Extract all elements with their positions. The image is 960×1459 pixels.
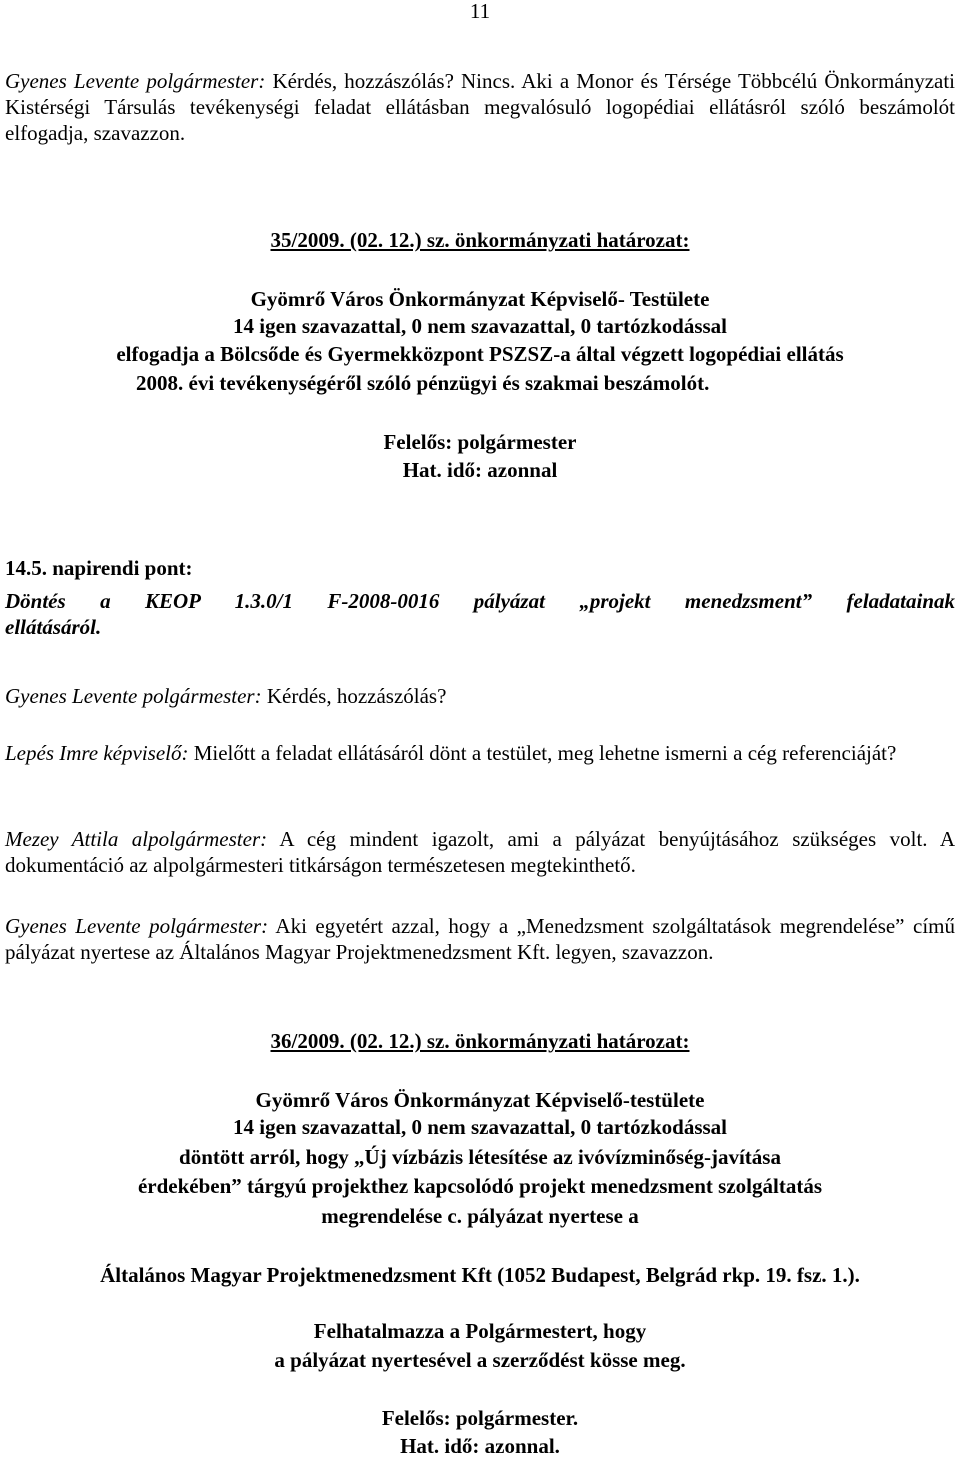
resolution-36-authorize-line-2: a pályázat nyertesével a szerződést kösse meg.	[274, 1348, 686, 1372]
agenda-subject-line-2: ellátásáról.	[5, 615, 102, 639]
resolution-35-decision-line-1: elfogadja a Bölcsőde és Gyermekközpont PSZSZ-a által végzett logopédiai ellátás	[116, 342, 844, 366]
paragraph-mayor-question-2	[5, 683, 955, 709]
speaker-name: Mezey Attila alpolgármester:	[5, 827, 268, 851]
resolution-35-body: Gyömrő Város Önkormányzat Képviselő- Testülete	[250, 287, 710, 311]
resolution-35-votes: 14 igen szavazattal, 0 nem szavazattal, 0 tartózkodással	[232, 314, 727, 338]
speaker-name: Gyenes Levente polgármester:	[5, 69, 266, 93]
paragraph-mayor-question-1	[5, 68, 955, 146]
resolution-36-responsible: Felelős: polgármester.	[381, 1406, 579, 1430]
resolution-35-responsible: Felelős: polgármester	[383, 430, 577, 454]
speaker-name: Gyenes Levente polgármester:	[5, 684, 262, 708]
paragraph-text: Mielőtt a feladat ellátásáról dönt a testület, meg lehetne ismerni a cég referenciáját?	[188, 741, 897, 765]
resolution-36-deadline: Hat. idő: azonnal.	[400, 1434, 560, 1458]
resolution-36-decision-line-2: érdekében” tárgyú projekthez kapcsolódó projekt menedzsment szolgáltatás	[137, 1174, 822, 1198]
agenda-subject-line-1: Döntés a KEOP 1.3.0/1 F-2008-0016 pályázat „projekt menedzsment” feladatainak	[5, 589, 955, 613]
resolution-35-heading: 35/2009. (02. 12.) sz. önkormányzati határozat:	[270, 228, 690, 252]
paragraph-mayor-vote-call	[5, 913, 955, 965]
agenda-title: 14.5. napirendi pont:	[5, 556, 193, 580]
paragraph-text: Kérdés, hozzászólás?	[261, 684, 447, 708]
paragraph-text: A cég mindent igazolt, ami a pályázat benyújtásához szükséges volt. A dokumentáció az alpolgármesteri titkárságon természetesen megtekinthető.	[5, 827, 955, 877]
paragraph-text: Kérdés, hozzászólás? Nincs. Aki a Monor és Térsége Többcélú Önkormányzati Kistérségi Társulás tevékenységi feladat ellátásban megvalósuló logopédiai ellátásról szóló beszámolót elfogadja, szavazzon.	[5, 69, 956, 145]
speaker-name: Lepés Imre képviselő:	[5, 741, 189, 765]
page-number: 11	[469, 0, 491, 23]
resolution-36-heading: 36/2009. (02. 12.) sz. önkormányzati határozat:	[270, 1029, 690, 1053]
resolution-36-decision-line-3: megrendelése c. pályázat nyertese a	[321, 1204, 639, 1228]
resolution-35-deadline: Hat. idő: azonnal	[402, 458, 558, 482]
speaker-name: Gyenes Levente polgármester:	[5, 914, 269, 938]
resolution-36-authorize-line-1: Felhatalmazza a Polgármestert, hogy	[313, 1319, 647, 1343]
paragraph-lepes-imre	[5, 740, 955, 766]
paragraph-mezey-attila	[5, 826, 955, 878]
paragraph-text: Aki egyetért azzal, hogy a „Menedzsment szolgáltatások megrendelése” című pályázat nyertese az Általános Magyar Projektmenedzsment Kft. legyen, szavazzon.	[5, 914, 955, 964]
resolution-36-decision-line-1: döntött arról, hogy „Új vízbázis létesítése az ivóvízminőség-javítása	[179, 1145, 781, 1169]
resolution-35-decision-line-2: 2008. évi tevékenységéről szóló pénzügyi és szakmai beszámolót.	[136, 371, 710, 395]
resolution-36-votes: 14 igen szavazattal, 0 nem szavazattal, 0 tartózkodással	[232, 1115, 727, 1139]
resolution-36-body: Gyömrő Város Önkormányzat Képviselő-testülete	[255, 1088, 705, 1112]
resolution-36-winner: Általános Magyar Projektmenedzsment Kft (1052 Budapest, Belgrád rkp. 19. fsz. 1.).	[100, 1263, 860, 1287]
